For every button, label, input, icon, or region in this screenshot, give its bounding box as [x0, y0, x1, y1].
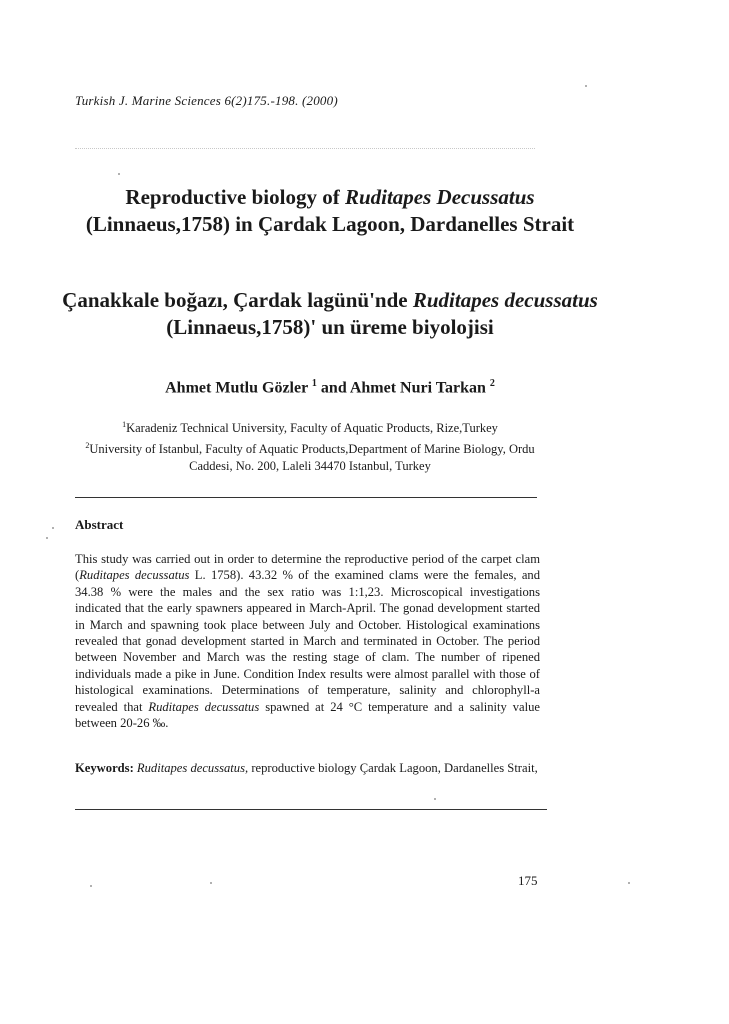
- abstract-text-1: This study was carried out in order to determine the reproductive period of the carpet clam (: [75, 552, 540, 583]
- affiliation-2: [75, 437, 545, 475]
- affiliations: [75, 416, 545, 475]
- author-1: Ahmet Mutlu Gözler: [165, 379, 308, 397]
- title-tr-species: Ruditapes decussatus: [412, 288, 598, 312]
- abstract-heading: Abstract: [75, 517, 124, 532]
- scan-speck: [434, 798, 436, 800]
- scan-speck: [210, 882, 212, 884]
- keywords-label: Keywords:: [75, 761, 134, 775]
- affiliation-1-mark: 1: [122, 420, 127, 429]
- scan-speck: [90, 885, 92, 887]
- affiliation-1: [75, 416, 545, 437]
- abstract-body: [75, 551, 540, 731]
- author-2: Ahmet Nuri Tarkan: [349, 379, 486, 397]
- abstract-species-2: Ruditapes decussatus: [148, 699, 260, 714]
- abstract-species-1: Ruditapes decussatus: [79, 568, 190, 583]
- title-en-post: (Linnaeus,1758) in Çardak Lagoon, Dardanelles Strait: [85, 212, 575, 236]
- title-en-pre: Reproductive biology of: [125, 185, 345, 209]
- title-turkish: [60, 287, 600, 341]
- affiliation-2-mark: 2: [85, 441, 90, 451]
- author-1-affil-mark: 1: [311, 378, 317, 389]
- keywords-rest: reproductive biology Çardak Lagoon, Dardanelles Strait,: [248, 761, 538, 775]
- scan-speck: [118, 173, 120, 175]
- page-number: 175: [518, 873, 538, 888]
- scan-speck: [46, 537, 48, 539]
- scan-speck: [585, 85, 587, 87]
- title-en-species: Ruditapes Decussatus: [344, 185, 535, 209]
- scan-speckle-line: [75, 140, 535, 149]
- keywords: [75, 760, 540, 776]
- scan-speck: [52, 527, 54, 529]
- authors-line: [60, 378, 600, 397]
- journal-citation: Turkish J. Marine Sciences 6(2)175.-198. (2000): [75, 93, 338, 108]
- author-conjunction: and: [316, 379, 350, 397]
- keywords-species: Ruditapes decussatus,: [136, 761, 249, 775]
- title-english: [60, 184, 600, 238]
- abstract-text-3: spawned at 24 °C temperature and a salinity value between 20-26 ‰.: [75, 699, 541, 731]
- divider-top: [75, 497, 537, 498]
- affiliation-1-text: Karadeniz Technical University, Faculty of Aquatic Products, Rize,Turkey: [126, 421, 498, 436]
- title-tr-pre: Çanakkale boğazı, Çardak lagünü'nde: [62, 288, 413, 312]
- scan-speck: [628, 882, 630, 884]
- author-2-affil-mark: 2: [489, 378, 495, 389]
- affiliation-2-text: University of Istanbul, Faculty of Aquatic Products,Department of Marine Biology, Ordu Caddesi, No. 200, Laleli 34470 Istanbul, Turkey: [89, 442, 535, 474]
- title-tr-post: (Linnaeus,1758)' un üreme biyolojisi: [166, 315, 494, 339]
- divider-bottom: [75, 809, 547, 810]
- abstract-text-2: L. 1758). 43.32 % of the examined clams were the females, and 34.38 % were the males and the sex ratio was 1:1,23. Microscopical investigations indicated that the early spawners appeared in March-April. The gonad development started in March and spawning took place between July and October. Histological examinations revealed that gonad development started in March and terminated in October. The period between November and March was the resting stage of clam. The number of ripened individuals made a pike in June. Condition Index results were almost parallel with those of histological examinations. Determinations of temperature, salinity and chlorophyll-a revealed that: [75, 568, 541, 714]
